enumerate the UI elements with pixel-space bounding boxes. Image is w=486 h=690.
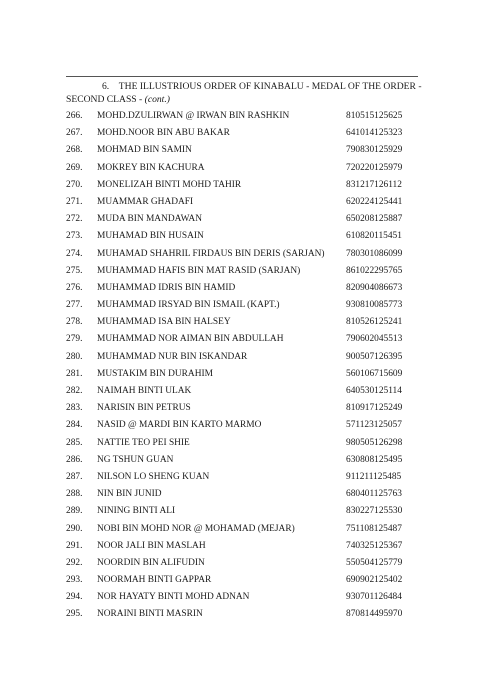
identity-number: 780301086099 [346,248,403,259]
entry-number: 293. [66,575,83,586]
entry-number: 277. [66,300,83,311]
recipient-name: MUDA BIN MANDAWAN [97,214,202,225]
identity-number: 751108125487 [346,523,402,534]
identity-number: 830227125530 [346,506,403,517]
identity-number: 560106715609 [346,368,403,379]
recipient-name: MUHAMMAD IRSYAD BIN ISMAIL (KAPT.) [97,300,280,311]
list-item [66,263,426,280]
identity-number: 790830125929 [346,145,403,156]
list-item [66,211,426,228]
recipient-name: NAIMAH BINTI ULAK [97,386,192,396]
entry-number: 275. [66,265,83,276]
identity-number: 571123125057 [346,420,402,431]
identity-number: 550504125779 [346,557,403,568]
recipient-name: MOKREY BIN KACHURA [97,162,205,173]
identity-number: 900507126395 [346,351,403,362]
recipient-name: NORAINI BINTI MASRIN [97,609,203,620]
recipient-name: NOOR JALI BIN MASLAH [97,540,206,551]
entry-number: 289. [66,506,83,517]
list-item [66,417,426,434]
list-item [66,452,426,469]
list-item [66,349,426,366]
identity-number: 740325125367 [346,540,403,551]
list-item [66,383,426,400]
recipient-name: NOR HAYATY BINTI MOHD ADNAN [97,592,250,603]
identity-number: 861022295765 [346,265,403,276]
recipient-name: NOBI BIN MOHD NOR @ MOHAMAD (MEJAR) [97,523,295,534]
recipient-name: MUHAMMAD NUR BIN ISKANDAR [97,351,248,362]
identity-number: 870814495970 [346,609,403,620]
entry-number: 292. [66,557,83,568]
section-title: 6. THE ILLUSTRIOUS ORDER OF KINABALU - MEDAL OF THE ORDER - [102,81,422,92]
list-item [66,314,426,331]
recipient-name: MUHAMMAD NOR AIMAN BIN ABDULLAH [97,334,284,345]
entry-number: 267. [66,128,83,139]
list-item [66,125,426,142]
recipient-name: NOORDIN BIN ALIFUDIN [97,557,205,568]
list-item [66,606,426,623]
entry-number: 283. [66,403,83,414]
identity-number: 630808125495 [346,454,403,465]
recipient-name: NG TSHUN GUAN [97,454,174,465]
entry-number: 287. [66,471,83,482]
recipient-name: MUHAMMAD HAFIS BIN MAT RASID (SARJAN) [97,265,301,276]
entry-number: 274. [66,248,83,259]
identity-number: 820904086673 [346,282,403,293]
list-item [66,280,426,297]
identity-number: 680401125763 [346,489,402,500]
entry-number: 266. [66,111,83,121]
entry-number: 268. [66,145,83,156]
identity-number: 640530125114 [346,386,402,396]
entry-number: 273. [66,231,83,242]
list-item [66,160,426,177]
entry-number: 279. [66,334,83,345]
recipient-name: NARISIN BIN PETRUS [97,403,191,414]
recipient-name: NILSON LO SHENG KUAN [97,471,210,482]
recipient-name: NINING BINTI ALI [97,506,176,517]
section-title-line2: SECOND CLASS - [66,93,145,105]
section-title-cont [66,94,422,107]
entry-number: 284. [66,420,83,431]
recipient-name: NOORMAH BINTI GAPPAR [97,575,212,586]
identity-number: 720220125979 [346,162,403,173]
list-item [66,108,426,125]
identity-number: 790602045513 [346,334,403,345]
recipient-name: NATTIE TEO PEI SHIE [97,437,190,448]
list-item [66,589,426,606]
list-item [66,486,426,503]
identity-number: 650208125887 [346,214,403,225]
entry-number: 294. [66,592,83,603]
entry-number: 282. [66,386,83,396]
entry-number: 290. [66,523,83,534]
identity-number: 620224125441 [346,196,403,207]
entry-number: 285. [66,437,83,448]
entry-number: 272. [66,214,83,225]
entry-number: 288. [66,489,83,500]
entry-number: 270. [66,179,83,190]
recipient-name: MUHAMAD BIN HUSAIN [97,231,204,242]
entry-number: 291. [66,540,83,551]
entry-number: 280. [66,351,83,362]
list-item [66,297,426,314]
list-item [66,555,426,572]
list-item [66,521,426,538]
recipient-name: MUHAMMAD ISA BIN HALSEY [97,317,231,328]
list-item [66,246,426,263]
list-item [66,538,426,555]
list-item [66,194,426,211]
entry-number: 278. [66,317,83,328]
identity-number: 610820115451 [346,231,402,242]
list-item [66,469,426,486]
entry-number: 271. [66,196,83,207]
recipient-name: MOHD.NOOR BIN ABU BAKAR [97,128,230,139]
entry-number: 276. [66,282,83,293]
list-item [66,228,426,245]
identity-number: 810917125249 [346,403,403,414]
identity-number: 930701126484 [346,592,402,603]
recipient-name: NIN BIN JUNID [97,489,162,500]
identity-number: 911211125485 [346,471,402,482]
section-heading [66,81,422,106]
list-item [66,572,426,589]
entry-number: 281. [66,368,83,379]
recipient-name: MUHAMAD SHAHRIL FIRDAUS BIN DERIS (SARJAN) [97,248,325,259]
list-item [66,331,426,348]
recipient-name: MOHMAD BIN SAMIN [97,145,192,156]
list-item [66,142,426,159]
identity-number: 831217126112 [346,179,402,190]
recipient-name: NASID @ MARDI BIN KARTO MARMO [97,420,262,431]
entry-number: 295. [66,609,83,620]
list-item [66,366,426,383]
identity-number: 930810085773 [346,300,403,311]
list-item [66,435,426,452]
list-item [66,503,426,520]
recipient-list [66,108,426,624]
identity-number: 690902125402 [346,575,403,586]
entry-number: 269. [66,162,83,173]
identity-number: 980505126298 [346,437,403,448]
recipient-name: MOHD.DZULIRWAN @ IRWAN BIN RASHKIN [97,111,290,121]
recipient-name: MUHAMMAD IDRIS BIN HAMID [97,282,236,293]
entry-number: 286. [66,454,83,465]
recipient-name: MUSTAKIM BIN DURAHIM [97,368,213,379]
recipient-name: MUAMMAR GHADAFI [97,196,194,207]
recipient-name: MONELIZAH BINTI MOHD TAHIR [97,179,242,190]
top-rule [66,76,418,77]
identity-number: 810526125241 [346,317,403,328]
identity-number: 641014125323 [346,128,403,139]
list-item [66,400,426,417]
list-item [66,177,426,194]
continued-label: (cont.) [144,93,170,105]
identity-number: 810515125625 [346,111,403,121]
